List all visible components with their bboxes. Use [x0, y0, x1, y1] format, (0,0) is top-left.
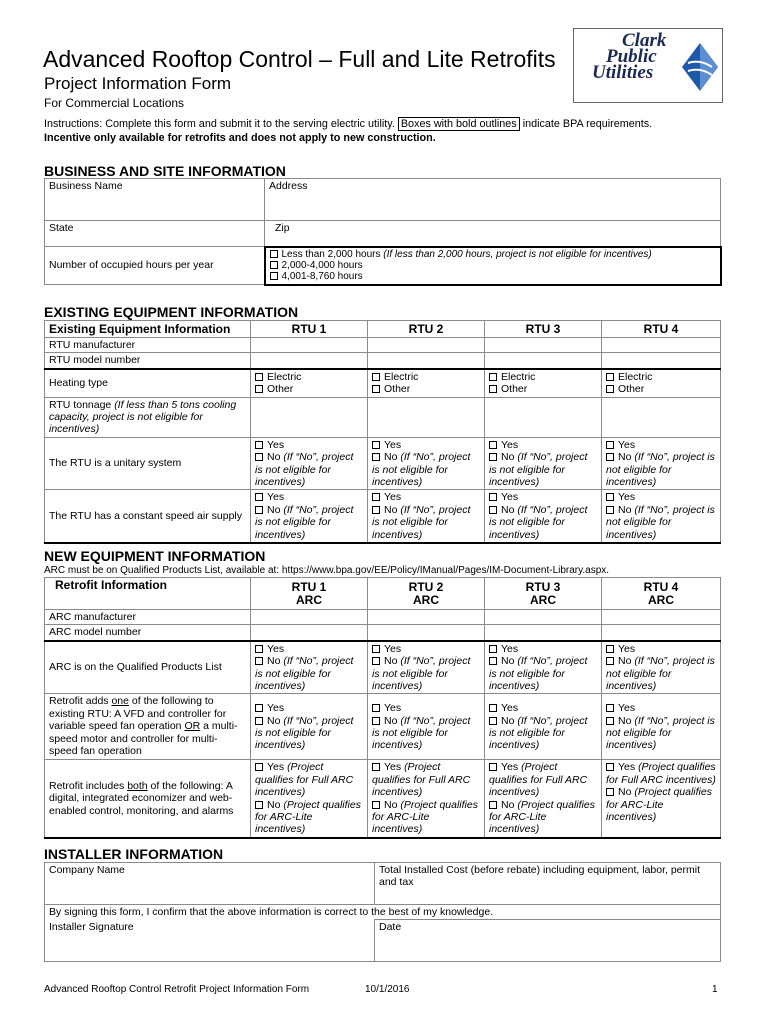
unitary-label: The RTU is a unitary system: [45, 437, 251, 490]
checkbox[interactable]: [489, 645, 497, 653]
checkbox[interactable]: [372, 506, 380, 514]
input-cell[interactable]: [368, 353, 485, 369]
yes-no-options: Yes No (If “No”, project is not eligible for incentives): [485, 490, 602, 543]
checkbox[interactable]: [606, 506, 614, 514]
footer-form-name: Advanced Rooftop Control Retrofit Project Information Form: [44, 984, 310, 995]
hours-options: [265, 247, 721, 285]
rtu-3-header: RTU 3: [485, 321, 602, 338]
checkbox[interactable]: [489, 373, 497, 381]
input-cell[interactable]: [251, 610, 368, 625]
yes-no-options: Yes No (If “No”, project is not eligible for incentives): [368, 437, 485, 490]
checkbox[interactable]: [489, 385, 497, 393]
arc-model-label: ARC model number: [45, 625, 251, 641]
instructions: [44, 117, 734, 145]
retrofit-col-header: Retrofit Information: [45, 578, 251, 610]
yes-no-options: Yes No (If “No”, project is not eligible for incentives): [485, 437, 602, 490]
date-label: Date: [379, 921, 402, 934]
rtu-2-header: RTU 2: [368, 321, 485, 338]
checkbox[interactable]: [372, 717, 380, 725]
full-lite-options: Yes (Project qualifies for Full ARC incentives) No (Project qualifies for ARC-Lite incentives): [602, 760, 721, 838]
zip-label: Zip: [275, 222, 290, 234]
input-cell[interactable]: [485, 397, 602, 437]
yes-no-options: Yes No (If “No”, project is not eligible for incentives): [602, 694, 721, 760]
checkbox[interactable]: [489, 441, 497, 449]
checkbox[interactable]: [372, 801, 380, 809]
page-subtitle: Project Information Form: [44, 74, 232, 93]
input-cell[interactable]: [368, 625, 485, 641]
new-equipment-section-heading: NEW EQUIPMENT INFORMATION: [44, 548, 266, 564]
input-cell[interactable]: [485, 625, 602, 641]
checkbox[interactable]: [606, 763, 614, 771]
address-label: Address: [269, 180, 308, 192]
instructions-eligibility: Incentive only available for retrofits and does not apply to new construction.: [44, 132, 436, 144]
checkbox[interactable]: [255, 645, 263, 653]
arc-3-header: RTU 3 ARC: [485, 578, 602, 610]
checkbox[interactable]: [489, 717, 497, 725]
instructions-text: Instructions: Complete this form and submit it to the serving electric utility.: [44, 118, 395, 130]
checkbox[interactable]: [255, 385, 263, 393]
yes-no-options: Yes No (If “No”, project is not eligible for incentives): [485, 641, 602, 694]
bold-outline-box-sample: Boxes with bold outlines: [398, 117, 520, 131]
vfd-label: Retrofit adds one of the following to existing RTU: A VFD and controller for variable speed fan operation OR a multi-speed motor and controller for multi-speed fan operation: [45, 694, 251, 760]
checkbox[interactable]: [372, 645, 380, 653]
arc-1-header: RTU 1 ARC: [251, 578, 368, 610]
constant-speed-label: The RTU has a constant speed air supply: [45, 490, 251, 543]
checkbox[interactable]: [255, 657, 263, 665]
checkbox[interactable]: [372, 704, 380, 712]
checkbox[interactable]: [255, 763, 263, 771]
checkbox[interactable]: [606, 717, 614, 725]
input-cell[interactable]: [602, 353, 721, 369]
arc-2-header: RTU 2 ARC: [368, 578, 485, 610]
arc-manufacturer-label: ARC manufacturer: [45, 610, 251, 625]
business-name-field[interactable]: [45, 179, 265, 221]
checkbox[interactable]: [489, 453, 497, 461]
installer-table: [44, 862, 721, 962]
rtu-manufacturer-label: RTU manufacturer: [45, 338, 251, 353]
certification-statement: By signing this form, I confirm that the above information is correct to the best of my knowledge.: [45, 905, 721, 920]
address-field[interactable]: [265, 179, 721, 221]
hours-label: Number of occupied hours per year: [45, 247, 265, 285]
business-table: [44, 178, 722, 286]
input-cell[interactable]: [368, 610, 485, 625]
rtu-1-header: RTU 1: [251, 321, 368, 338]
hours-option[interactable]: 2,000-4,000 hours: [270, 260, 716, 271]
logo-text-clark: Clark: [622, 30, 667, 51]
instructions-text-2: indicate BPA requirements.: [522, 118, 653, 130]
logo-text-public: Public: [606, 46, 657, 67]
heating-options: Electric Other: [485, 369, 602, 397]
checkbox[interactable]: [489, 657, 497, 665]
heating-options: Electric Other: [602, 369, 721, 397]
input-cell[interactable]: [602, 610, 721, 625]
yes-no-options: Yes No (If “No”, project is not eligible for incentives): [251, 694, 368, 760]
checkbox[interactable]: [606, 493, 614, 501]
yes-no-options: Yes No (If “No”, project is not eligible for incentives): [251, 437, 368, 490]
footer-date: 10/1/2016: [365, 984, 410, 995]
business-section-heading: BUSINESS AND SITE INFORMATION: [44, 163, 286, 179]
checkbox[interactable]: [489, 704, 497, 712]
checkbox[interactable]: [255, 704, 263, 712]
checkbox[interactable]: [372, 385, 380, 393]
clark-public-utilities-logo: [573, 28, 723, 103]
input-cell[interactable]: [251, 397, 368, 437]
yes-no-options: Yes No (If “No”, project is not eligible for incentives): [251, 490, 368, 543]
input-cell[interactable]: [602, 625, 721, 641]
input-cell[interactable]: [251, 353, 368, 369]
checkbox[interactable]: [372, 493, 380, 501]
hours-option[interactable]: Less than 2,000 hours (If less than 2,000 hours, project is not eligible for incentives): [270, 249, 716, 260]
existing-col-header: Existing Equipment Information: [45, 321, 251, 338]
input-cell[interactable]: [251, 625, 368, 641]
checkbox[interactable]: [372, 373, 380, 381]
checkbox[interactable]: [255, 441, 263, 449]
installed-cost-field[interactable]: [375, 863, 721, 905]
full-lite-options: Yes (Project qualifies for Full ARC incentives) No (Project qualifies for ARC-Lite incentives): [368, 760, 485, 838]
heating-options: Electric Other: [251, 369, 368, 397]
existing-section-heading: EXISTING EQUIPMENT INFORMATION: [44, 304, 299, 320]
company-name-label: Company Name: [49, 864, 125, 876]
zip-field[interactable]: [265, 221, 721, 247]
input-cell[interactable]: [251, 338, 368, 353]
yes-no-options: Yes No (If “No”, project is not eligible for incentives): [368, 694, 485, 760]
rtu-4-header: RTU 4: [602, 321, 721, 338]
yes-no-options: Yes No (If “No”, project is not eligible for incentives): [602, 641, 721, 694]
input-cell[interactable]: [368, 338, 485, 353]
qpl-note: ARC must be on Qualified Products List, available at: https://www.bpa.gov/EE/Policy/IManual/Pages/IM-Document-Library.aspx.: [44, 565, 610, 576]
logo-text-utilities: Utilities: [592, 62, 654, 83]
date-field[interactable]: [375, 920, 721, 962]
existing-equipment-table: [44, 320, 721, 544]
checkbox[interactable]: [270, 272, 278, 280]
checkbox[interactable]: [606, 373, 614, 381]
checkbox[interactable]: [255, 506, 263, 514]
footer-page-number: 1: [712, 984, 718, 995]
installer-signature-field[interactable]: [45, 920, 375, 962]
checkbox[interactable]: [489, 506, 497, 514]
heating-options: Electric Other: [368, 369, 485, 397]
checkbox[interactable]: [255, 801, 263, 809]
checkbox[interactable]: [606, 385, 614, 393]
business-name-label: Business Name: [49, 180, 123, 192]
rtu-tonnage-label: RTU tonnage (If less than 5 tons cooling capacity, project is not eligible for incentives): [45, 397, 251, 437]
yes-no-options: Yes No (If “No”, project is not eligible for incentives): [602, 437, 721, 490]
full-lite-options: Yes (Project qualifies for Full ARC incentives) No (Project qualifies for ARC-Lite incentives): [485, 760, 602, 838]
checkbox[interactable]: [606, 657, 614, 665]
full-lite-options: Yes (Project qualifies for Full ARC incentives) No (Project qualifies for ARC-Lite incentives): [251, 760, 368, 838]
checkbox[interactable]: [606, 704, 614, 712]
new-equipment-table: [44, 577, 721, 839]
checkbox[interactable]: [255, 453, 263, 461]
checkbox[interactable]: [372, 763, 380, 771]
company-name-field[interactable]: [45, 863, 375, 905]
installed-cost-label: Total Installed Cost (before rebate) including equipment, labor, permit and tax: [379, 864, 701, 889]
checkbox[interactable]: [255, 717, 263, 725]
state-label: State: [49, 222, 74, 234]
checkbox[interactable]: [489, 763, 497, 771]
installer-signature-label: Installer Signature: [49, 920, 134, 933]
yes-no-options: Yes No (If “No”, project is not eligible for incentives): [368, 490, 485, 543]
installer-section-heading: INSTALLER INFORMATION: [44, 846, 224, 862]
hours-option[interactable]: 4,001-8,760 hours: [270, 271, 716, 282]
full-lite-label: Retrofit includes both of the following: A digital, integrated economizer and web-enabled control, monitoring, and alarms: [45, 760, 251, 838]
checkbox[interactable]: [606, 788, 614, 796]
input-cell[interactable]: [368, 397, 485, 437]
checkbox[interactable]: [489, 801, 497, 809]
arc-4-header: RTU 4 ARC: [602, 578, 721, 610]
input-cell[interactable]: [485, 338, 602, 353]
yes-no-options: Yes No (If “No”, project is not eligible for incentives): [602, 490, 721, 543]
input-cell[interactable]: [485, 353, 602, 369]
form-scope: For Commercial Locations: [44, 96, 185, 110]
input-cell[interactable]: [485, 610, 602, 625]
heating-type-label: Heating type: [45, 369, 251, 397]
checkbox[interactable]: [606, 453, 614, 461]
logo-diamond-icon: [680, 41, 720, 93]
yes-no-options: Yes No (If “No”, project is not eligible for incentives): [368, 641, 485, 694]
checkbox[interactable]: [372, 657, 380, 665]
checkbox[interactable]: [489, 493, 497, 501]
checkbox[interactable]: [270, 261, 278, 269]
yes-no-options: Yes No (If “No”, project is not eligible for incentives): [251, 641, 368, 694]
checkbox[interactable]: [372, 441, 380, 449]
checkbox[interactable]: [606, 645, 614, 653]
qpl-label: ARC is on the Qualified Products List: [45, 641, 251, 694]
rtu-model-label: RTU model number: [45, 353, 251, 369]
input-cell[interactable]: [602, 338, 721, 353]
checkbox[interactable]: [372, 453, 380, 461]
checkbox[interactable]: [255, 373, 263, 381]
input-cell[interactable]: [602, 397, 721, 437]
yes-no-options: Yes No (If “No”, project is not eligible for incentives): [485, 694, 602, 760]
state-field[interactable]: [45, 221, 265, 247]
checkbox[interactable]: [606, 441, 614, 449]
page-title: Advanced Rooftop Control – Full and Lite Retrofits: [43, 46, 556, 72]
checkbox[interactable]: [270, 250, 278, 258]
checkbox[interactable]: [255, 493, 263, 501]
